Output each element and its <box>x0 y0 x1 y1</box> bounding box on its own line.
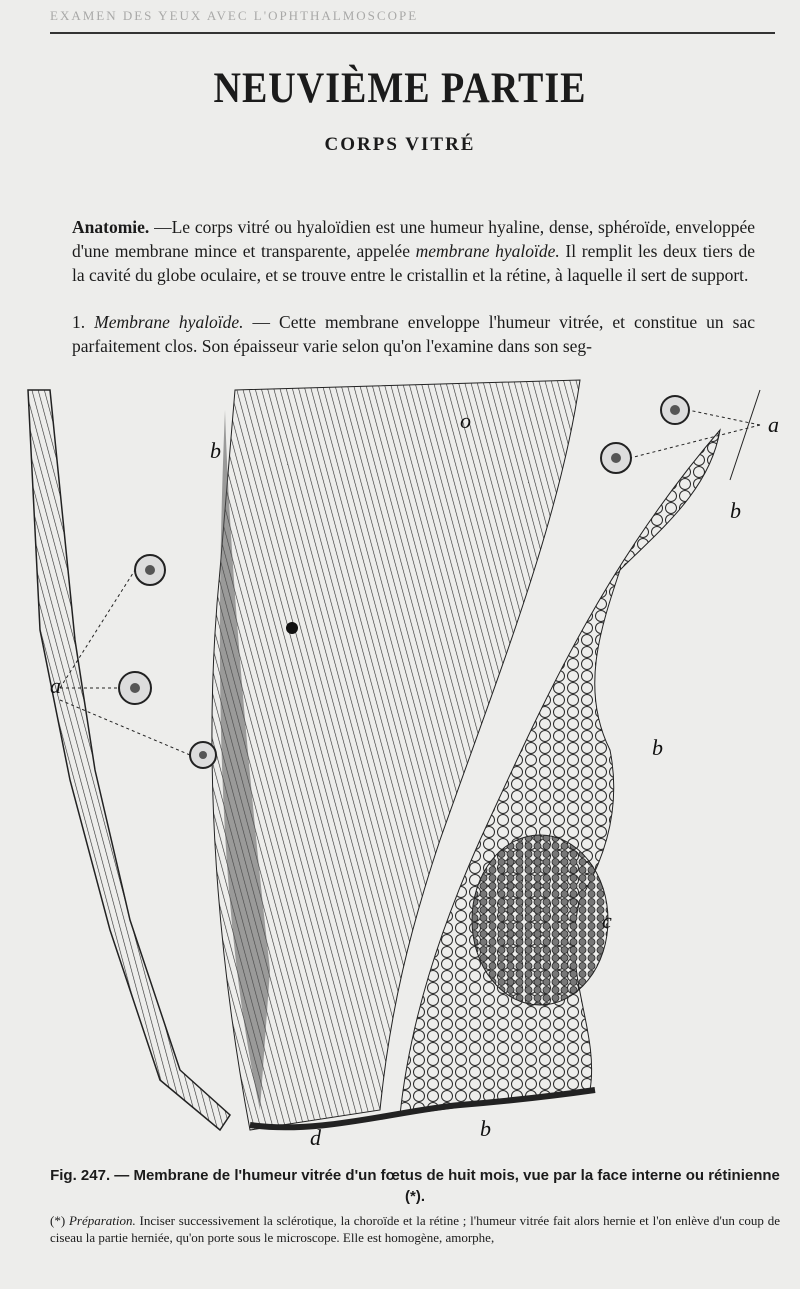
header-rule <box>50 32 775 34</box>
label-c: c <box>602 908 612 933</box>
hyaloid-heading: Membrane hyaloïde. <box>94 312 244 332</box>
caption-text: — Membrane de l'humeur vitrée d'un fœtus de huit mois, vue par la face interne ou rétinienne (*). <box>110 1167 780 1205</box>
part-title: NEUVIÈME PARTIE <box>213 63 587 113</box>
anatomy-text-1: —Le corps vitré ou hyaloïdien est une humeur hyaline, dense, sphéroïde, enveloppée d'une membrane mince et transparente, appelée <box>72 217 755 261</box>
anatomy-lead: Anatomie. <box>72 217 150 237</box>
dense-cell-cluster <box>472 835 608 1005</box>
anatomy-italic: membrane hyaloïde. <box>415 241 560 261</box>
label-b-bottom: b <box>480 1116 491 1141</box>
label-o: o <box>460 408 471 433</box>
hyaloid-paragraph <box>72 310 755 358</box>
section-number: 1. <box>72 312 95 332</box>
right-edge-line <box>730 390 760 480</box>
label-a-right: a <box>768 412 779 437</box>
footnote-text: Inciser successivement la sclérotique, la choroïde et la rétine ; l'humeur vitrée fait alors hernie et l'on enlève d'un coup de ciseau la partie herniée, qu'on porte sous le microscope. Elle est homogène, amorphe, <box>50 1213 780 1245</box>
footnote <box>50 1212 780 1246</box>
label-a-left: a <box>50 673 61 698</box>
figure-247 <box>20 370 790 1150</box>
figure-caption <box>50 1165 780 1207</box>
figure-illustration <box>20 370 790 1150</box>
hyaloid-text: — Cette membrane enveloppe l'humeur vitrée, et constitue un sac parfaitement clos. Son épaisseur varie selon qu'on l'examine dans son seg- <box>72 312 755 356</box>
label-b-right-top: b <box>730 498 741 523</box>
footnote-mark: (*) <box>50 1213 69 1228</box>
anatomy-paragraph <box>72 215 755 287</box>
footnote-italic: Préparation. <box>68 1213 136 1228</box>
label-d: d <box>310 1125 321 1150</box>
dark-spot <box>286 622 298 634</box>
running-head-bleed: EXAMEN DES YEUX AVEC L'OPHTHALMOSCOPE <box>50 8 419 23</box>
anatomy-text-2: Il remplit les deux tiers de la cavité du globe oculaire, et se trouve entre le cristallin et la rétine, à laquelle il sert de support. <box>72 241 755 285</box>
section-title: CORPS VITRÉ <box>324 134 476 155</box>
label-b-top-left: b <box>210 438 221 463</box>
figure-number: Fig. 247. <box>50 1167 111 1184</box>
label-b-right-mid: b <box>652 735 663 760</box>
